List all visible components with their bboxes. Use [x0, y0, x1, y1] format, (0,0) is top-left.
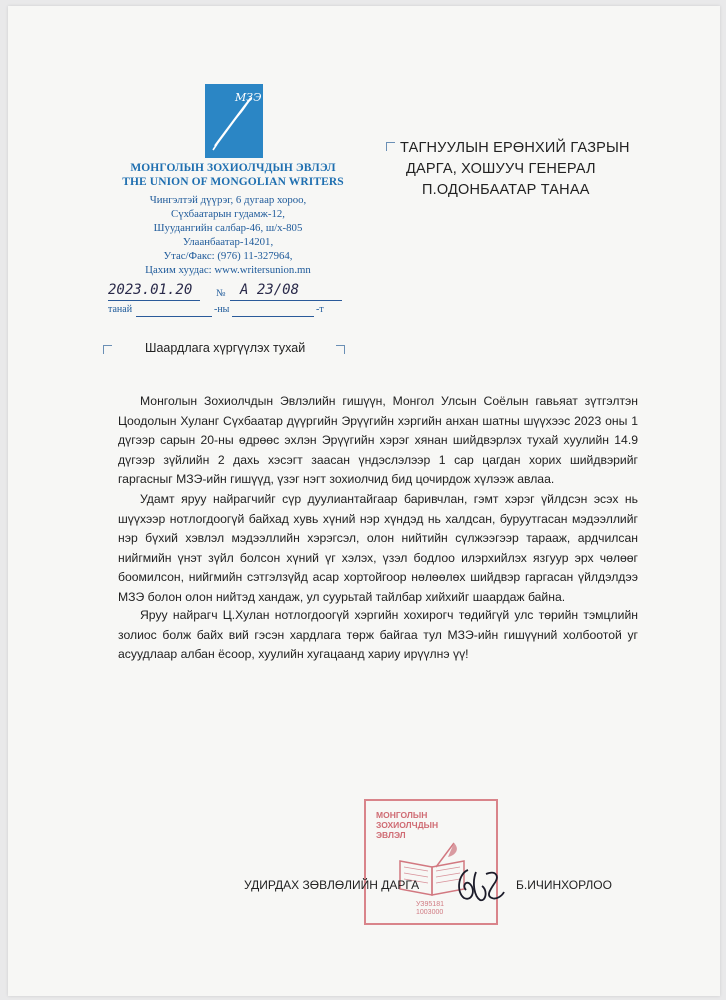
ref-prefix-label: танай	[108, 304, 133, 315]
org-name-mn: МОНГОЛЫН ЗОХИОЛЧДЫН ЭВЛЭЛ	[130, 162, 336, 174]
address-line: Шуудангийн салбар-46, ш/х-805	[153, 222, 303, 234]
handwritten-number: А 23/08	[240, 282, 300, 298]
subject-corner-mark-left	[103, 345, 112, 354]
website: Цахим хуудас: www.writersunion.mn	[145, 264, 311, 276]
body-paragraph: Удамт яруу найрагчийг сүр дуулиантайгаар баривчлан, гэмт хэрэг үйлдсэн эсэх нь шүүхээр нотлогдоогүй байхад хувь хүний нэр хүндэд нь халдсан, буруутгасан мэдээллийг нэр бүхий хэвлэл мэдээллийн хэрэгсэл, олон нийтийн сүлжээгээр тарааж, ардчилсан нийгмийн үнэт зүйл болсон хүний үг хэлэх, үзэл бодлоо илэрхийлэх язгуур эрх чөлөөг боомилсон, нийгмийн сэтгэлзүйд асар хортойгоор нөлөөлөх шийдвэр гаргасан үйлдэлдээ МЗЭ болон олон нийтэд хандаж, ул суурьтай тайлбар хийхийг шаардаж байна.	[118, 492, 638, 604]
stamp-code: УЗ95181 1003000	[416, 901, 444, 916]
quill-pen-icon	[205, 84, 263, 158]
addressee-line-1: ТАГНУУЛЫН ЕРӨНХИЙ ГАЗРЫН	[400, 140, 630, 156]
body-paragraph: Монголын Зохиолчдын Эвлэлийн гишүүн, Монгол Улсын Соёлын гавьяат зүтгэлтэн Цоодолын Хуланг Сүхбаатар дүүргийн Эрүүгийн хэргийн анхан шатны шүүхээс 2023 оны 1 дүгээр сарын 20-ны өдрөөс эхлэн Эрүүгийн хэрэг хянан шийдвэрлэх тухай хуулийн 14.9 дүгээр зүйлийн 2 дахь хэсэгт заасан үндэслэлээр 1 сар цагдан хорих шийдвэрийг гаргасныг МЗЭ-ийн гишүүд, үзэг нэгт зохиолчид бид цочирдож хүлээж авлаа.	[118, 394, 638, 486]
ref-number-line	[232, 316, 314, 317]
org-name-en: THE UNION OF MONGOLIAN WRITERS	[122, 176, 344, 188]
stamp-org-name: МОНГОЛЫН ЗОХИОЛЧДЫН ЭВЛЭЛ	[376, 810, 439, 840]
handwritten-date: 2023.01.20	[108, 282, 193, 298]
subject-corner-mark-right	[336, 345, 345, 354]
address-line: Улаанбаатар-14201,	[182, 236, 274, 248]
subject-line: Шаардлага хүргүүлэх тухай	[145, 341, 306, 355]
letter-page	[8, 6, 720, 996]
addressee-corner-mark	[386, 142, 395, 151]
ref-date-line	[136, 316, 212, 317]
number-line	[230, 300, 342, 301]
signatory-name: Б.ИЧИНХОРЛОО	[516, 878, 612, 892]
number-mark: №	[216, 288, 226, 299]
date-line	[108, 300, 200, 301]
signatory-title: УДИРДАХ ЗӨВЛӨЛИЙН ДАРГА	[244, 878, 420, 892]
addressee-line-2: ДАРГА, ХОШУУЧ ГЕНЕРАЛ	[406, 161, 596, 177]
body-paragraph: Яруу найрагч Ц.Хулан нотлогдоогүй хэргийн хохирогч төдийгүй улс төрийн тэмцлийн золиос болж байх вий гэсэн хардлага төрж байгаа тул МЗЭ-ийн гишүүний холбоотой уг асуудлаар албан ёсоор, хуулийн хугацаанд хариу ирүүлнэ үү!	[118, 608, 638, 661]
union-logo	[205, 84, 263, 158]
addressee-line-3: П.ОДОНБААТАР ТАНАА	[422, 182, 590, 198]
address-line: Сүхбаатарын гудамж-12,	[171, 208, 285, 220]
address-line: Чингэлтэй дүүрэг, 6 дугаар хороо,	[149, 194, 307, 206]
handwritten-signature	[452, 862, 508, 906]
phone-fax: Утас/Факс: (976) 11-327964,	[163, 250, 293, 262]
ref-date-postfix: -ны	[214, 304, 230, 315]
ref-number-postfix: -т	[316, 304, 324, 315]
svg-text:МЗЭ: МЗЭ	[235, 91, 262, 104]
